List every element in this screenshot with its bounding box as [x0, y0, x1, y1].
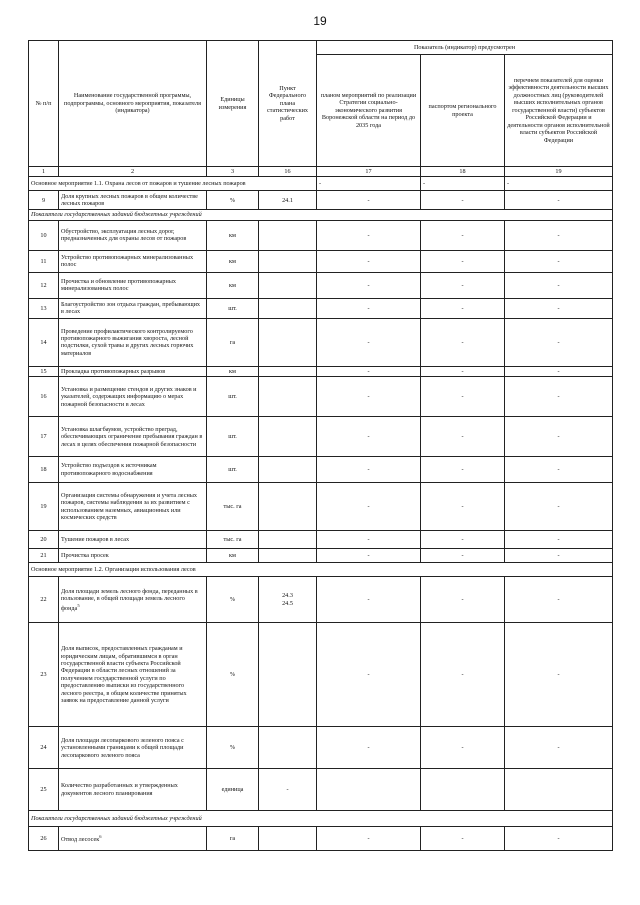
row-number: 26: [29, 827, 59, 851]
cell-dash: -: [317, 272, 421, 298]
row-unit: тыс. га: [207, 531, 259, 549]
cell-dash: -: [421, 483, 505, 531]
cell-dash: -: [421, 220, 505, 250]
cell-dash: -: [317, 457, 421, 483]
row-name: Прочистка просек: [59, 549, 207, 563]
row-unit: %: [207, 577, 259, 623]
section-title: Основное мероприятие 1.2. Организация использования лесов: [29, 563, 613, 577]
header-unit: Единицы измерения: [207, 41, 259, 167]
row-name: Тушение пожаров в лесах: [59, 531, 207, 549]
cell-dash: -: [421, 417, 505, 457]
header-number: 1: [29, 167, 59, 177]
header-numbers-row: [29, 167, 613, 177]
row-number: 22: [29, 577, 59, 623]
row-name: Устройство противопожарных минерализованных полос: [59, 250, 207, 272]
footnote-marker: 6: [99, 834, 102, 840]
row-number: 20: [29, 531, 59, 549]
cell-dash: -: [421, 272, 505, 298]
table-row: [29, 769, 613, 811]
cell-dash: -: [505, 250, 613, 272]
row-number: 11: [29, 250, 59, 272]
subsection-row: [29, 210, 613, 220]
row-number: 24: [29, 727, 59, 769]
table-row: [29, 377, 613, 417]
header-strategy: планом мероприятий по реализации Стратегии социально-экономического развития Воронежской области на период до 2035 года: [317, 55, 421, 167]
table-row: [29, 483, 613, 531]
row-fed-plan: [259, 577, 317, 623]
row-unit: шт.: [207, 457, 259, 483]
cell-dash: -: [317, 531, 421, 549]
row-name-text: Отвод лесосек: [61, 836, 100, 844]
row-name: Устройство подъездов к источникам противопожарного водоснабжения: [59, 457, 207, 483]
row-number: 23: [29, 623, 59, 727]
cell-dash: -: [317, 577, 421, 623]
row-unit: км: [207, 272, 259, 298]
cell-dash: -: [317, 483, 421, 531]
table-row: [29, 220, 613, 250]
row-name: Установка шлагбаумов, устройство преград, обеспечивающих ограничение пребывания граждан в лесах в целях обеспечения пожарной безопасности: [59, 417, 207, 457]
table-row: [29, 318, 613, 366]
row-fed-plan: [259, 623, 317, 727]
header-number: 3: [207, 167, 259, 177]
row-unit: %: [207, 191, 259, 210]
row-name: Доля площади лесопаркового зеленого пояса с установленными границами к общей площади лесопаркового зеленого пояса: [59, 727, 207, 769]
row-name: Доля выписок, предоставленных гражданам и юридическим лицам, обратившимся в орган государственной власти субъекта Российской Федерации в области лесных отношений за получением государственной услуги по предоставлению выписки из государственного лесного реестра, в общем количестве принятых заявок на предоставление данной услуги: [59, 623, 207, 727]
fed-plan-item: 24.5: [282, 599, 293, 607]
row-fed-plan: [259, 457, 317, 483]
header-name: Наименование государственной программы, подпрограммы, основного мероприятия, показателя (индикатора): [59, 41, 207, 167]
cell-dash: -: [505, 457, 613, 483]
cell-dash: -: [317, 318, 421, 366]
row-name: [59, 827, 207, 851]
footnote-marker: 5: [77, 602, 80, 608]
row-fed-plan: [259, 272, 317, 298]
cell-dash: -: [317, 417, 421, 457]
row-number: 10: [29, 220, 59, 250]
cell-dash: -: [505, 577, 613, 623]
header-number: 19: [505, 167, 613, 177]
cell-dash: -: [421, 457, 505, 483]
cell-dash: -: [505, 177, 613, 191]
table-row: [29, 457, 613, 483]
table-row: [29, 250, 613, 272]
cell-dash: -: [421, 177, 505, 191]
cell-dash: -: [259, 769, 317, 811]
row-fed-plan: [259, 531, 317, 549]
cell-dash: -: [421, 623, 505, 727]
row-fed-plan: [259, 298, 317, 318]
subsection-title: Показатели государственных заданий бюджетных учреждений: [29, 811, 613, 827]
row-number: 16: [29, 377, 59, 417]
cell-dash: -: [505, 220, 613, 250]
row-number: 15: [29, 366, 59, 376]
row-fed-plan: [259, 827, 317, 851]
row-name: Установка и размещение стендов и других знаков и указателей, содержащих информацию о мерах пожарной безопасности в лесах: [59, 377, 207, 417]
row-unit: единица: [207, 769, 259, 811]
row-unit: %: [207, 727, 259, 769]
cell-empty: [317, 769, 421, 811]
row-number: 18: [29, 457, 59, 483]
cell-dash: -: [505, 827, 613, 851]
row-fed-plan: [259, 549, 317, 563]
cell-dash: -: [505, 417, 613, 457]
subsection-row: [29, 811, 613, 827]
header-number: 16: [259, 167, 317, 177]
cell-dash: -: [505, 727, 613, 769]
table-row: [29, 366, 613, 376]
table-row: [29, 531, 613, 549]
row-fed-plan: [259, 377, 317, 417]
table-row: [29, 191, 613, 210]
header-number: 2: [59, 167, 207, 177]
indicator-table: [28, 40, 613, 851]
cell-dash: -: [317, 177, 421, 191]
header-number: 18: [421, 167, 505, 177]
row-number: 9: [29, 191, 59, 210]
row-name: Благоустройство зон отдыха граждан, пребывающих в лесах: [59, 298, 207, 318]
cell-dash: -: [421, 298, 505, 318]
table-row: [29, 727, 613, 769]
row-name: Количество разработанных и утвержденных документов лесного планирования: [59, 769, 207, 811]
table-row: [29, 272, 613, 298]
row-unit: шт.: [207, 417, 259, 457]
cell-dash: -: [421, 377, 505, 417]
row-fed-plan: [259, 727, 317, 769]
table-row: [29, 549, 613, 563]
row-number: 21: [29, 549, 59, 563]
subsection-title: Показатели государственных заданий бюджетных учреждений: [29, 210, 613, 220]
cell-dash: -: [317, 298, 421, 318]
row-fed-plan: 24.1: [259, 191, 317, 210]
cell-dash: -: [317, 220, 421, 250]
row-fed-plan: [259, 483, 317, 531]
table-row: [29, 577, 613, 623]
header-num: № п/п: [29, 41, 59, 167]
row-fed-plan: [259, 318, 317, 366]
cell-dash: -: [421, 727, 505, 769]
row-unit: км: [207, 366, 259, 376]
cell-dash: -: [421, 827, 505, 851]
row-unit: км: [207, 250, 259, 272]
row-fed-plan: [259, 417, 317, 457]
cell-dash: -: [421, 531, 505, 549]
cell-dash: -: [317, 623, 421, 727]
row-unit: %: [207, 623, 259, 727]
cell-dash: -: [317, 377, 421, 417]
row-unit: га: [207, 827, 259, 851]
cell-empty: [421, 769, 505, 811]
header-number: 17: [317, 167, 421, 177]
cell-dash: -: [505, 298, 613, 318]
row-name: Проведение профилактического контролируемого противопожарного выжигания хвороста, лесной подстилки, сухой травы и других лесных горючих материалов: [59, 318, 207, 366]
table-row: [29, 417, 613, 457]
cell-empty: [505, 769, 613, 811]
cell-dash: -: [421, 549, 505, 563]
row-number: 13: [29, 298, 59, 318]
row-unit: шт.: [207, 298, 259, 318]
cell-dash: -: [317, 250, 421, 272]
row-name: Организация системы обнаружения и учета лесных пожаров, системы наблюдения за их развитием с использованием наземных, авиационных или космических средств: [59, 483, 207, 531]
row-number: 14: [29, 318, 59, 366]
table-row: [29, 623, 613, 727]
header-group: Показатель (индикатор) предусмотрен: [317, 41, 613, 55]
cell-dash: -: [421, 318, 505, 366]
row-unit: га: [207, 318, 259, 366]
section-title: Основное мероприятие 1.1. Охрана лесов от пожаров и тушение лесных пожаров: [29, 177, 317, 191]
cell-dash: -: [421, 191, 505, 210]
row-name-text: Доля площади земель лесного фонда, переданных в пользование, в общей площади земель лесного фонда: [61, 587, 198, 612]
cell-dash: -: [505, 623, 613, 727]
cell-dash: -: [421, 250, 505, 272]
header-list: перечнем показателей для оценки эффективности деятельности высших должностных лиц (руководителей высших исполнительных органов государственной власти) субъектов Российской Федерации и деятельности органов исполнительной власти субъектов Российской Федерации: [505, 55, 613, 167]
row-name: Доля крупных лесных пожаров в общем количестве лесных пожаров: [59, 191, 207, 210]
fed-plan-item: 24.3: [282, 592, 293, 600]
cell-dash: -: [317, 549, 421, 563]
cell-dash: -: [317, 191, 421, 210]
cell-dash: -: [505, 483, 613, 531]
cell-dash: -: [505, 272, 613, 298]
row-unit: шт.: [207, 377, 259, 417]
cell-dash: -: [505, 549, 613, 563]
page-number: 19: [313, 14, 327, 28]
row-unit: км: [207, 220, 259, 250]
row-number: 17: [29, 417, 59, 457]
row-unit: тыс. га: [207, 483, 259, 531]
row-number: 12: [29, 272, 59, 298]
row-fed-plan: [259, 220, 317, 250]
row-unit: км: [207, 549, 259, 563]
cell-dash: -: [421, 577, 505, 623]
row-fed-plan: [259, 250, 317, 272]
row-name: Прокладка противопожарных разрывов: [59, 366, 207, 376]
cell-dash: -: [317, 727, 421, 769]
row-name: Прочистка и обновление противопожарных минерализованных полос: [59, 272, 207, 298]
section-row: [29, 177, 613, 191]
section-row: [29, 563, 613, 577]
cell-dash: -: [505, 366, 613, 376]
cell-dash: -: [505, 191, 613, 210]
cell-dash: -: [317, 366, 421, 376]
header-fed-plan: Пункт Федерального плана статистических работ: [259, 41, 317, 167]
row-number: 25: [29, 769, 59, 811]
row-name: [59, 577, 207, 623]
row-name: Обустройство, эксплуатация лесных дорог, предназначенных для охраны лесов от пожаров: [59, 220, 207, 250]
cell-dash: -: [505, 318, 613, 366]
table-row: [29, 298, 613, 318]
header-passport: паспортом регионального проекта: [421, 55, 505, 167]
row-fed-plan: [259, 366, 317, 376]
cell-dash: -: [421, 366, 505, 376]
cell-dash: -: [505, 377, 613, 417]
cell-dash: -: [505, 531, 613, 549]
row-number: 19: [29, 483, 59, 531]
table-row: [29, 827, 613, 851]
cell-dash: -: [317, 827, 421, 851]
